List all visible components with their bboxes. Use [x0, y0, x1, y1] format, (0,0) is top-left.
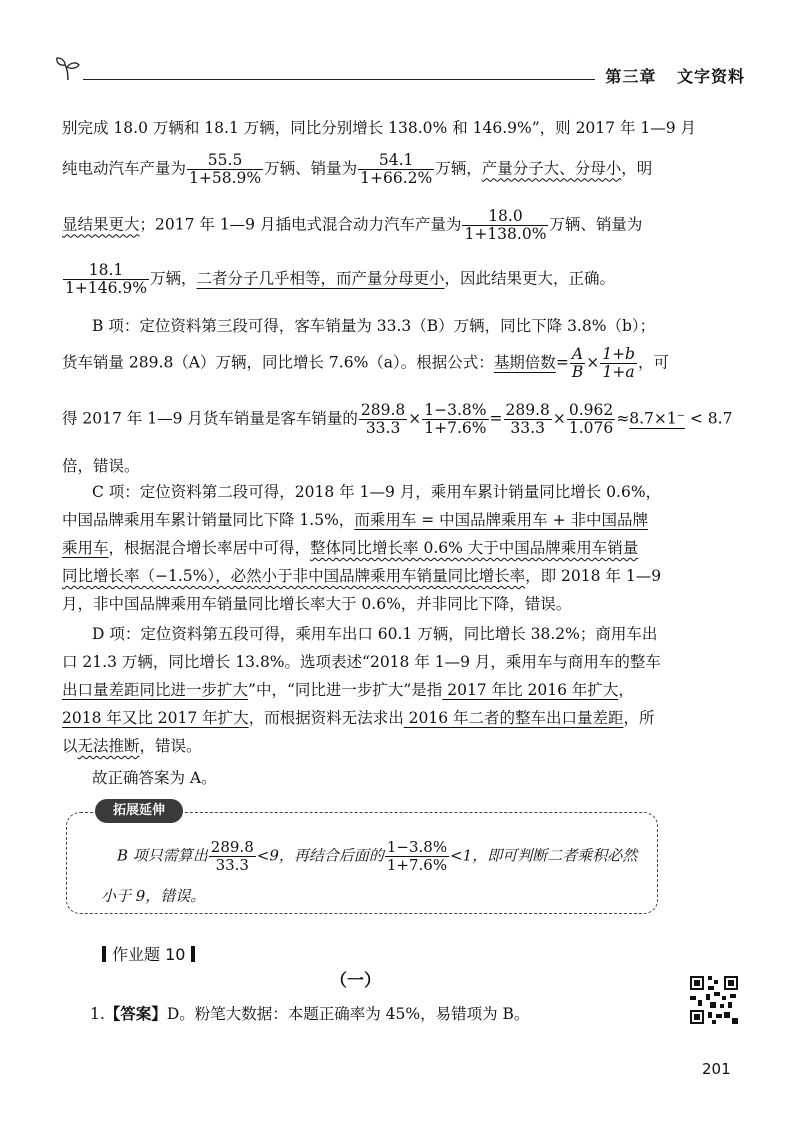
underlined-text: 显结果更大 [62, 215, 140, 234]
text: 中国品牌乘用车累计销量同比下降 1.5%， [62, 511, 355, 529]
text: ；2017 年 1—9 月插电式混合动力汽车产量为 [139, 215, 462, 234]
numerator: 18.1 [88, 261, 124, 279]
numerator: A [571, 345, 584, 363]
underlined-text: 无法推断 [77, 737, 140, 755]
text-line [62, 736, 740, 756]
fraction [462, 208, 548, 243]
running-header [55, 52, 745, 92]
tip-line [117, 839, 637, 874]
text-line [62, 118, 740, 138]
text-line [62, 510, 740, 530]
text-line [62, 538, 740, 558]
text: <1，即可判断二者乘积必然 [450, 846, 638, 865]
fraction [422, 402, 488, 437]
text: B 项：定位资料第三段可得，客车销量为 33.3（B）万辆，同比下降 3.8%（b）； [92, 317, 656, 335]
text: <9，再结合后面的 [256, 846, 384, 865]
text-line [62, 262, 740, 297]
text-line [62, 152, 740, 187]
text: D 项：定位资料第五段可得，乘用车出口 60.1 万辆，同比增长 38.2%；商用车出 [92, 625, 658, 643]
fraction [504, 402, 552, 437]
header-rule [83, 79, 595, 80]
fraction [209, 839, 256, 874]
text-line [62, 208, 740, 243]
denominator: 33.3 [359, 419, 407, 437]
text: 万辆、销量为 [264, 159, 358, 178]
text: × [586, 353, 600, 372]
bar-icon [102, 946, 106, 962]
denominator: 33.3 [504, 419, 552, 437]
answer-number: 1. [90, 1005, 105, 1023]
tip-badge: 拓展延伸 [95, 799, 183, 823]
answer-line [90, 1002, 529, 1024]
text: ，错误。 [139, 737, 202, 755]
text-line [92, 482, 740, 502]
fraction [570, 346, 585, 381]
sprout-icon [55, 56, 81, 82]
text: 倍，错误。 [62, 457, 140, 475]
fraction [385, 839, 449, 874]
numerator: 55.5 [207, 151, 243, 169]
text: 以 [62, 737, 78, 755]
text: ，即 2018 年 1—9 [525, 567, 662, 585]
underlined-text: 2017 年比 2016 年扩大 [442, 681, 619, 699]
text: ，可 [637, 353, 669, 372]
text-line [62, 346, 740, 381]
text: ”中，“同比进一步扩大”是指 [248, 681, 443, 699]
text-line [62, 680, 740, 700]
fraction [359, 402, 407, 437]
denominator: 33.3 [209, 856, 256, 874]
answer-tag: 【答案】 [104, 1005, 167, 1023]
numerator: 0.962 [568, 401, 614, 419]
underlined-text: 2018 年又比 2017 年扩大 [62, 709, 249, 727]
fraction [600, 346, 637, 381]
text: ，因此结果更大，正确。 [444, 269, 615, 288]
text-line [92, 624, 740, 644]
text-line [92, 768, 740, 788]
text: ，而根据资料无法求出 [248, 709, 404, 727]
text: 纯电动汽车产量为 [62, 159, 187, 178]
text: ，所 [623, 709, 655, 727]
denominator: 1+58.9% [189, 169, 262, 187]
text: 得 2017 年 1—9 月货车销量是客车销量的 [62, 409, 358, 428]
answer-text: D。粉笔大数据：本题正确率为 45%，易错项为 B。 [166, 1005, 530, 1023]
underlined-text: 整体同比增长率 0.6% 大于中国品牌乘用车销量 [310, 539, 639, 557]
numerator: 1+b [602, 345, 635, 363]
bar-icon [191, 946, 195, 962]
underlined-text: 出口量差距同比进一步扩大 [62, 681, 249, 699]
text: 别完成 18.0 万辆和 18.1 万辆，同比分别增长 138.0% 和 146.9%”，则 2017 年 1—9 月 [62, 119, 697, 137]
numerator: 1−3.8% [424, 401, 487, 419]
tip-box [66, 803, 658, 914]
text-line [62, 652, 740, 672]
text: 口 21.3 万辆，同比增长 13.8%。选项表述“2018 年 1—9 月，乘用车与商用车的整车 [62, 653, 661, 671]
homework-label: 作业题 10 [112, 945, 186, 964]
text-line [62, 402, 740, 437]
fraction [63, 262, 149, 297]
text: × [552, 409, 566, 428]
text: B 项只需算出 [117, 846, 208, 865]
underlined-text: 乘用车 [62, 539, 109, 557]
text: C 项：定位资料第二段可得，2018 年 1—9 月，乘用车累计销量同比增长 0.6%， [92, 483, 662, 501]
text-line [62, 566, 740, 586]
text: ，根据混合增长率居中可得， [108, 539, 311, 557]
denominator: 1+a [600, 363, 637, 381]
homework-heading [96, 942, 201, 965]
text: 货车销量 289.8（A）万辆，同比增长 7.6%（a）。根据公式： [62, 353, 494, 372]
underlined-text: 二者分子几乎相等，而产量分母更小 [196, 269, 445, 288]
header-title [605, 64, 745, 87]
chapter-label: 第三章 [605, 67, 657, 86]
text: 万辆， [149, 269, 197, 288]
fraction [358, 152, 434, 187]
text-line [92, 316, 740, 336]
text: < 8.7 [684, 409, 733, 428]
text: 故正确答案为 A。 [92, 769, 217, 787]
text-line [62, 708, 740, 728]
text: 万辆、销量为 [549, 215, 643, 234]
underlined-text: 同比增长率（−1.5%），必然小于非中国品牌乘用车销量同比增长率 [62, 567, 526, 585]
numerator: 18.0 [488, 207, 523, 225]
text: × [408, 409, 422, 428]
numerator: 1−3.8% [386, 838, 448, 856]
tip-line: 小于 9，错误。 [101, 887, 206, 905]
qr-code-icon[interactable] [688, 974, 740, 1026]
text: = [489, 409, 503, 428]
denominator: 1+66.2% [360, 169, 433, 187]
denominator: 1.076 [568, 419, 614, 437]
text-line [62, 456, 740, 476]
text: = [555, 353, 569, 372]
underlined-text: 基期倍数 [493, 353, 556, 372]
underlined-text: 8.7×1⁻ [629, 409, 685, 428]
numerator: 289.8 [210, 838, 254, 856]
page-number: 201 [702, 1060, 731, 1078]
text: 万辆， [435, 159, 482, 178]
denominator: 1+7.6% [424, 419, 487, 437]
text: ，明 [621, 159, 653, 178]
text: ≈ [616, 409, 630, 428]
section-title: （一） [330, 971, 381, 991]
numerator: 289.8 [505, 401, 550, 419]
text: ， [618, 681, 634, 699]
section-label: 文字资料 [676, 67, 745, 86]
text-line [62, 594, 740, 614]
numerator: 289.8 [360, 401, 406, 419]
underlined-text: 2016 年二者的整车出口量差距 [403, 709, 624, 727]
fraction [187, 152, 263, 187]
denominator: 1+7.6% [386, 856, 448, 874]
fraction [567, 402, 615, 437]
denominator: B [571, 363, 584, 381]
numerator: 54.1 [378, 151, 414, 169]
denominator: 1+146.9% [65, 279, 147, 297]
underlined-text: 而乘用车 = 中国品牌乘用车 + 非中国品牌 [354, 511, 648, 529]
denominator: 1+138.0% [464, 225, 547, 243]
text: 月，非中国品牌乘用车销量同比增长率大于 0.6%，并非同比下降，错误。 [62, 595, 572, 613]
underlined-text: 产量分子大、分母小 [481, 159, 622, 178]
